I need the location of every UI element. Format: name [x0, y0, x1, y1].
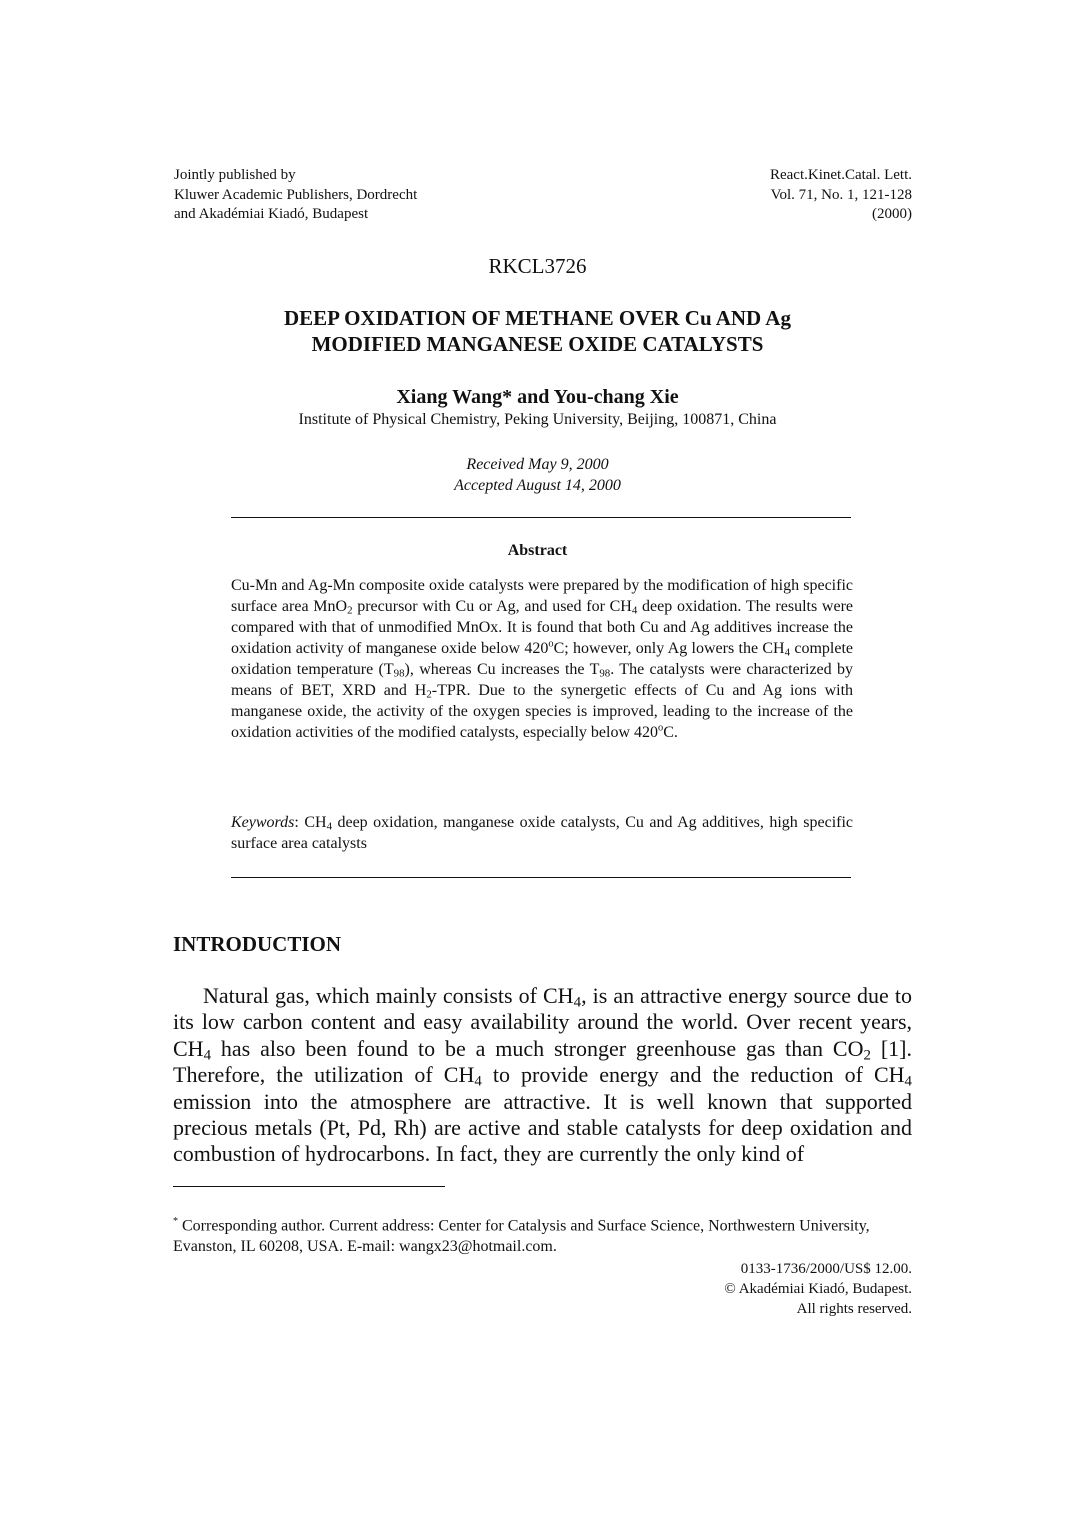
- dates: [0, 454, 1075, 496]
- divider-bottom: [231, 877, 851, 878]
- affiliation: Institute of Physical Chemistry, Peking University, Beijing, 100871, China: [298, 411, 777, 428]
- citation-line: Vol. 71, No. 1, 121-128: [770, 186, 912, 203]
- footnote-mark: *: [173, 1216, 178, 1227]
- publisher-line: Kluwer Academic Publishers, Dordrecht: [174, 186, 418, 203]
- footnote-rule: [173, 1186, 445, 1187]
- copyright-holder: © Akadémiai Kiadó, Budapest.: [724, 1281, 912, 1297]
- keywords-label: Keywords: [231, 814, 295, 831]
- rights-reserved: All rights reserved.: [796, 1301, 912, 1317]
- citation-line: React.Kinet.Catal. Lett.: [769, 167, 912, 183]
- journal-publisher-block: [174, 166, 417, 225]
- authors: Xiang Wang* and You-chang Xie: [396, 386, 679, 408]
- publisher-line: Jointly published by: [174, 167, 296, 183]
- issn-price: 0133-1736/2000/US$ 12.00.: [740, 1261, 912, 1277]
- publisher-line: and Akadémiai Kiadó, Budapest: [174, 206, 369, 222]
- divider-top: [231, 517, 851, 518]
- title-line: MODIFIED MANGANESE OXIDE CATALYSTS: [311, 332, 764, 356]
- abstract-heading: Abstract: [507, 542, 568, 559]
- introduction-paragraph: Natural gas, which mainly consists of $CH_4$, is an attractive energy source due to its low carbon content and easy availability around the world. Over recent years, $CH_4$ has also been found to be a much stronger greenhouse gas than $CO_2$ [1]. Therefore, the utilization of $CH_4$ to provide energy and the reduction of $CH_4$ emission into the atmosphere are attractive. It is well known that supported precious metals (Pt, Pd, Rh) are active and stable catalysts for deep oxidation and combustion of hydrocarbons. In fact, they are currently the only kind of: [173, 983, 912, 1167]
- article-code: RKCL3726: [488, 254, 587, 278]
- footnote: * Corresponding author. Current address: Center for Catalysis and Surface Science, Northwestern University, Evanston, IL 60208, USA. E-mail: wangx23@hotmail.com.: [173, 1216, 870, 1256]
- accepted-date: Accepted August 14, 2000: [454, 477, 621, 494]
- copyright-block: [724, 1259, 912, 1319]
- citation-line: (2000): [872, 206, 912, 222]
- journal-citation-block: [770, 166, 912, 225]
- section-heading-introduction: INTRODUCTION: [173, 932, 342, 956]
- title-line: DEEP OXIDATION OF METHANE OVER Cu AND Ag: [284, 306, 791, 330]
- received-date: Received May 9, 2000: [466, 456, 609, 473]
- abstract-text: Cu-Mn and Ag-Mn composite oxide catalysts were prepared by the modification of high specific surface area MnO$_2$ precursor with Cu or Ag, and used for $CH_4$ deep oxidation. The results were compared with that of unmodified MnOx. It is found that both Cu and Ag additives increase the oxidation activity of manganese oxide below 420$^o$C; however, only Ag lowers the $CH_4$ complete oxidation temperature $(T_{98})$, whereas Cu increases the $T_{98}$. The catalysts were characterized by means of BET, XRD and $H_2$-TPR. Due to the synergetic effects of Cu and Ag ions with manganese oxide, the activity of the oxygen species is improved, leading to the increase of the oxidation activities of the modified catalysts, especially below 420$^o$C.: [231, 577, 854, 741]
- keywords: Keywords: $CH_4$ deep oxidation, manganese oxide catalysts, Cu and Ag additives, high specific surface area catalysts: [231, 814, 854, 852]
- paper-title: [0, 305, 1075, 357]
